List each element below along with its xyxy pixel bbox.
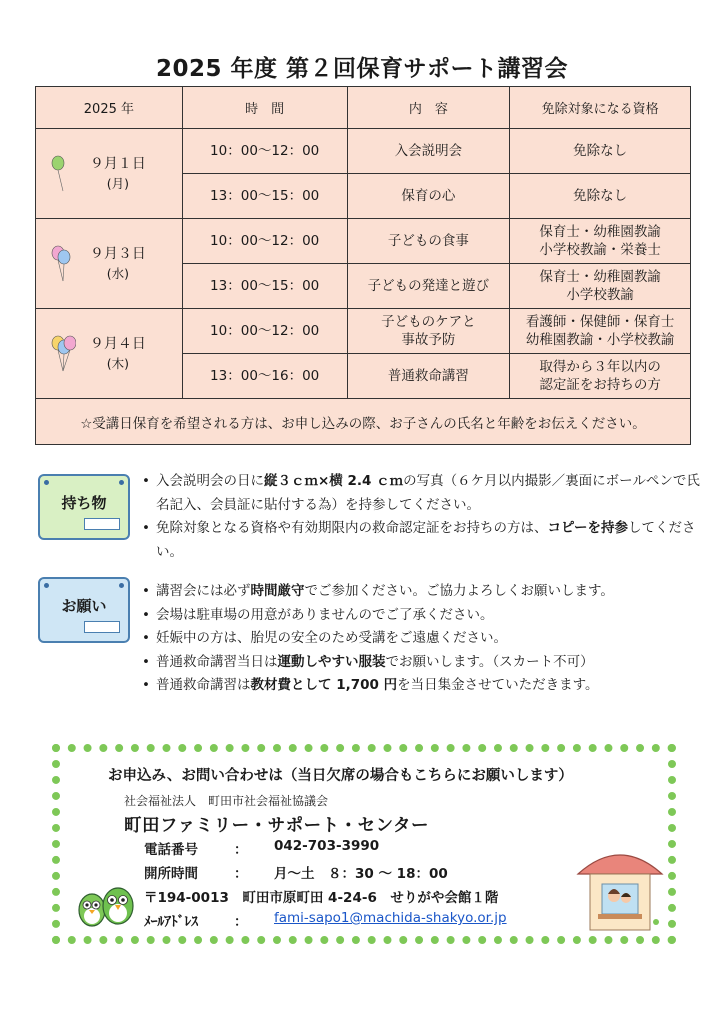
- qualification-cell: 保育士・幼稚園教諭 小学校教諭・栄養士: [510, 219, 691, 264]
- pin-icon: [119, 480, 124, 485]
- content-cell: 子どもの発達と遊び: [347, 264, 510, 309]
- phone-number[interactable]: 042-703-3990: [274, 838, 380, 854]
- pin-icon: [119, 583, 124, 588]
- date-block: [36, 245, 182, 283]
- bring-label-text: 持ち物: [61, 493, 107, 512]
- item-text: を当日集金させていただきます。: [397, 677, 599, 693]
- bird-mascots-icon: [74, 880, 138, 932]
- email-link[interactable]: fami-sapo1@machida-shakyo.or.jp: [274, 910, 507, 926]
- date-label: ９月４日: [89, 335, 146, 352]
- item-text: 会場は駐車場の用意がありませんのでご了承ください。: [156, 606, 494, 623]
- weekday-label: (木): [106, 355, 130, 371]
- item-text: 入会説明会の日に: [156, 473, 264, 489]
- header-time: 時 間: [182, 87, 347, 129]
- balloon-icon: [50, 153, 76, 193]
- item-emphasis: 運動しやすい服装: [277, 653, 386, 670]
- schedule-body: [36, 129, 691, 399]
- label-slot: [84, 621, 120, 633]
- item-emphasis: コピーを持参: [547, 520, 628, 536]
- qualification-cell: 免除なし: [510, 129, 691, 174]
- table-header-row: [36, 87, 691, 129]
- request-label: [38, 577, 130, 643]
- list-item: [140, 517, 700, 564]
- list-item: [140, 674, 700, 698]
- qualification-cell: 保育士・幼稚園教諭 小学校教諭: [510, 264, 691, 309]
- date-label: ９月３日: [89, 245, 146, 262]
- list-item: [140, 651, 700, 675]
- item-text: 普通救命講習当日は: [156, 653, 278, 670]
- balloon-icon: [50, 333, 76, 373]
- bring-items-label: [38, 474, 130, 540]
- schedule-row: [36, 309, 691, 354]
- header-content: 内 容: [347, 87, 510, 129]
- email-label: ﾒｰﾙｱﾄﾞﾚｽ: [144, 914, 198, 930]
- content-cell: 入会説明会: [347, 129, 510, 174]
- time-cell: 10：00〜12：00: [182, 219, 347, 264]
- time-cell: 13：00〜16：00: [182, 354, 347, 399]
- item-text: 妊娠中の方は、胎児の安全のため受講をご遠慮ください。: [156, 630, 507, 646]
- pin-icon: [44, 480, 49, 485]
- content-cell: 子どものケアと 事故予防: [347, 309, 510, 354]
- balloon-icon: [50, 243, 76, 283]
- list-item: [140, 470, 700, 517]
- phone-row: [144, 838, 379, 858]
- house-illustration-icon: [572, 842, 668, 934]
- header-qualification: 免除対象になる資格: [510, 87, 691, 129]
- request-list: [140, 580, 700, 698]
- content-cell: 子どもの食事: [347, 219, 510, 264]
- time-cell: 10：00〜12：00: [182, 129, 347, 174]
- contact-heading: お申込み、お問い合わせは（当日欠席の場合もこちらにお願いします）: [108, 768, 573, 784]
- weekday-label: (水): [106, 265, 130, 281]
- qualification-cell: 看護師・保健師・保育士 幼稚園教諭・小学校教諭: [510, 309, 691, 354]
- schedule-table: [35, 86, 691, 445]
- date-block: [36, 155, 182, 193]
- phone-label: 電話番号: [144, 842, 198, 858]
- item-emphasis: 縦３ｃｍ×横 2.4 ｃｍ: [264, 473, 404, 489]
- date-cell: [36, 309, 183, 399]
- schedule-row: [36, 129, 691, 174]
- pin-icon: [44, 583, 49, 588]
- weekday-label: (月): [106, 175, 130, 191]
- date-cell: [36, 219, 183, 309]
- content-cell: 保育の心: [347, 174, 510, 219]
- time-cell: 13：00〜15：00: [182, 264, 347, 309]
- list-item: [140, 604, 700, 628]
- hours-label: 開所時間: [144, 866, 198, 882]
- item-text: 免除対象となる資格や有効期限内の救命認定証をお持ちの方は、: [156, 520, 548, 536]
- address: 〒194-0013 町田市原町田 4-24-6 せりがや会館１階: [144, 890, 499, 906]
- item-text: 講習会には必ず: [156, 583, 251, 599]
- organization-name: 社会福祉法人 町田市社会福祉協議会: [124, 794, 329, 808]
- date-block: [36, 335, 182, 373]
- time-cell: 13：00〜15：00: [182, 174, 347, 219]
- date-label: ９月１日: [89, 155, 146, 172]
- center-name: 町田ファミリー・サポート・センター: [124, 816, 429, 836]
- separator: ：: [234, 914, 248, 930]
- list-item: [140, 627, 700, 651]
- item-text: の写真（６ケ月以内撮影／裏面にボールペンで氏名記入、会員証に貼付する為）を持参してください。: [156, 473, 700, 513]
- email-row: [144, 910, 507, 930]
- bring-items-list: [140, 470, 700, 564]
- hours-value: 月〜土 ８：30 〜 18：00: [274, 866, 448, 882]
- notice-row: [36, 399, 691, 445]
- item-emphasis: 時間厳守: [250, 583, 305, 599]
- qualification-cell: 取得から３年以内の 認定証をお持ちの方: [510, 354, 691, 399]
- separator: ：: [234, 866, 248, 882]
- notice-text: ☆受講日保育を希望される方は、お申し込みの際、お子さんの氏名と年齢をお伝えください。: [36, 399, 691, 445]
- item-text: でご参加ください。ご協力よろしくお願いします。: [304, 583, 614, 599]
- contact-box: [52, 744, 676, 944]
- date-cell: [36, 129, 183, 219]
- page-title: 2025 年度 第２回保育サポート講習会: [155, 56, 569, 82]
- item-text: してください。: [156, 520, 696, 560]
- qualification-cell: 免除なし: [510, 174, 691, 219]
- schedule-row: [36, 219, 691, 264]
- address-row: [144, 886, 498, 906]
- time-cell: 10：00〜12：00: [182, 309, 347, 354]
- content-cell: 普通救命講習: [347, 354, 510, 399]
- item-text: でお願いします。（スカート不可）: [385, 653, 594, 670]
- list-item: [140, 580, 700, 604]
- item-emphasis: 教材費として 1,700 円: [250, 677, 398, 693]
- header-year: 2025 年: [36, 87, 183, 129]
- separator: ：: [234, 842, 248, 858]
- item-text: 普通救命講習は: [156, 677, 251, 693]
- hours-row: [144, 862, 448, 882]
- request-label-text: お願い: [61, 596, 107, 615]
- label-slot: [84, 518, 120, 530]
